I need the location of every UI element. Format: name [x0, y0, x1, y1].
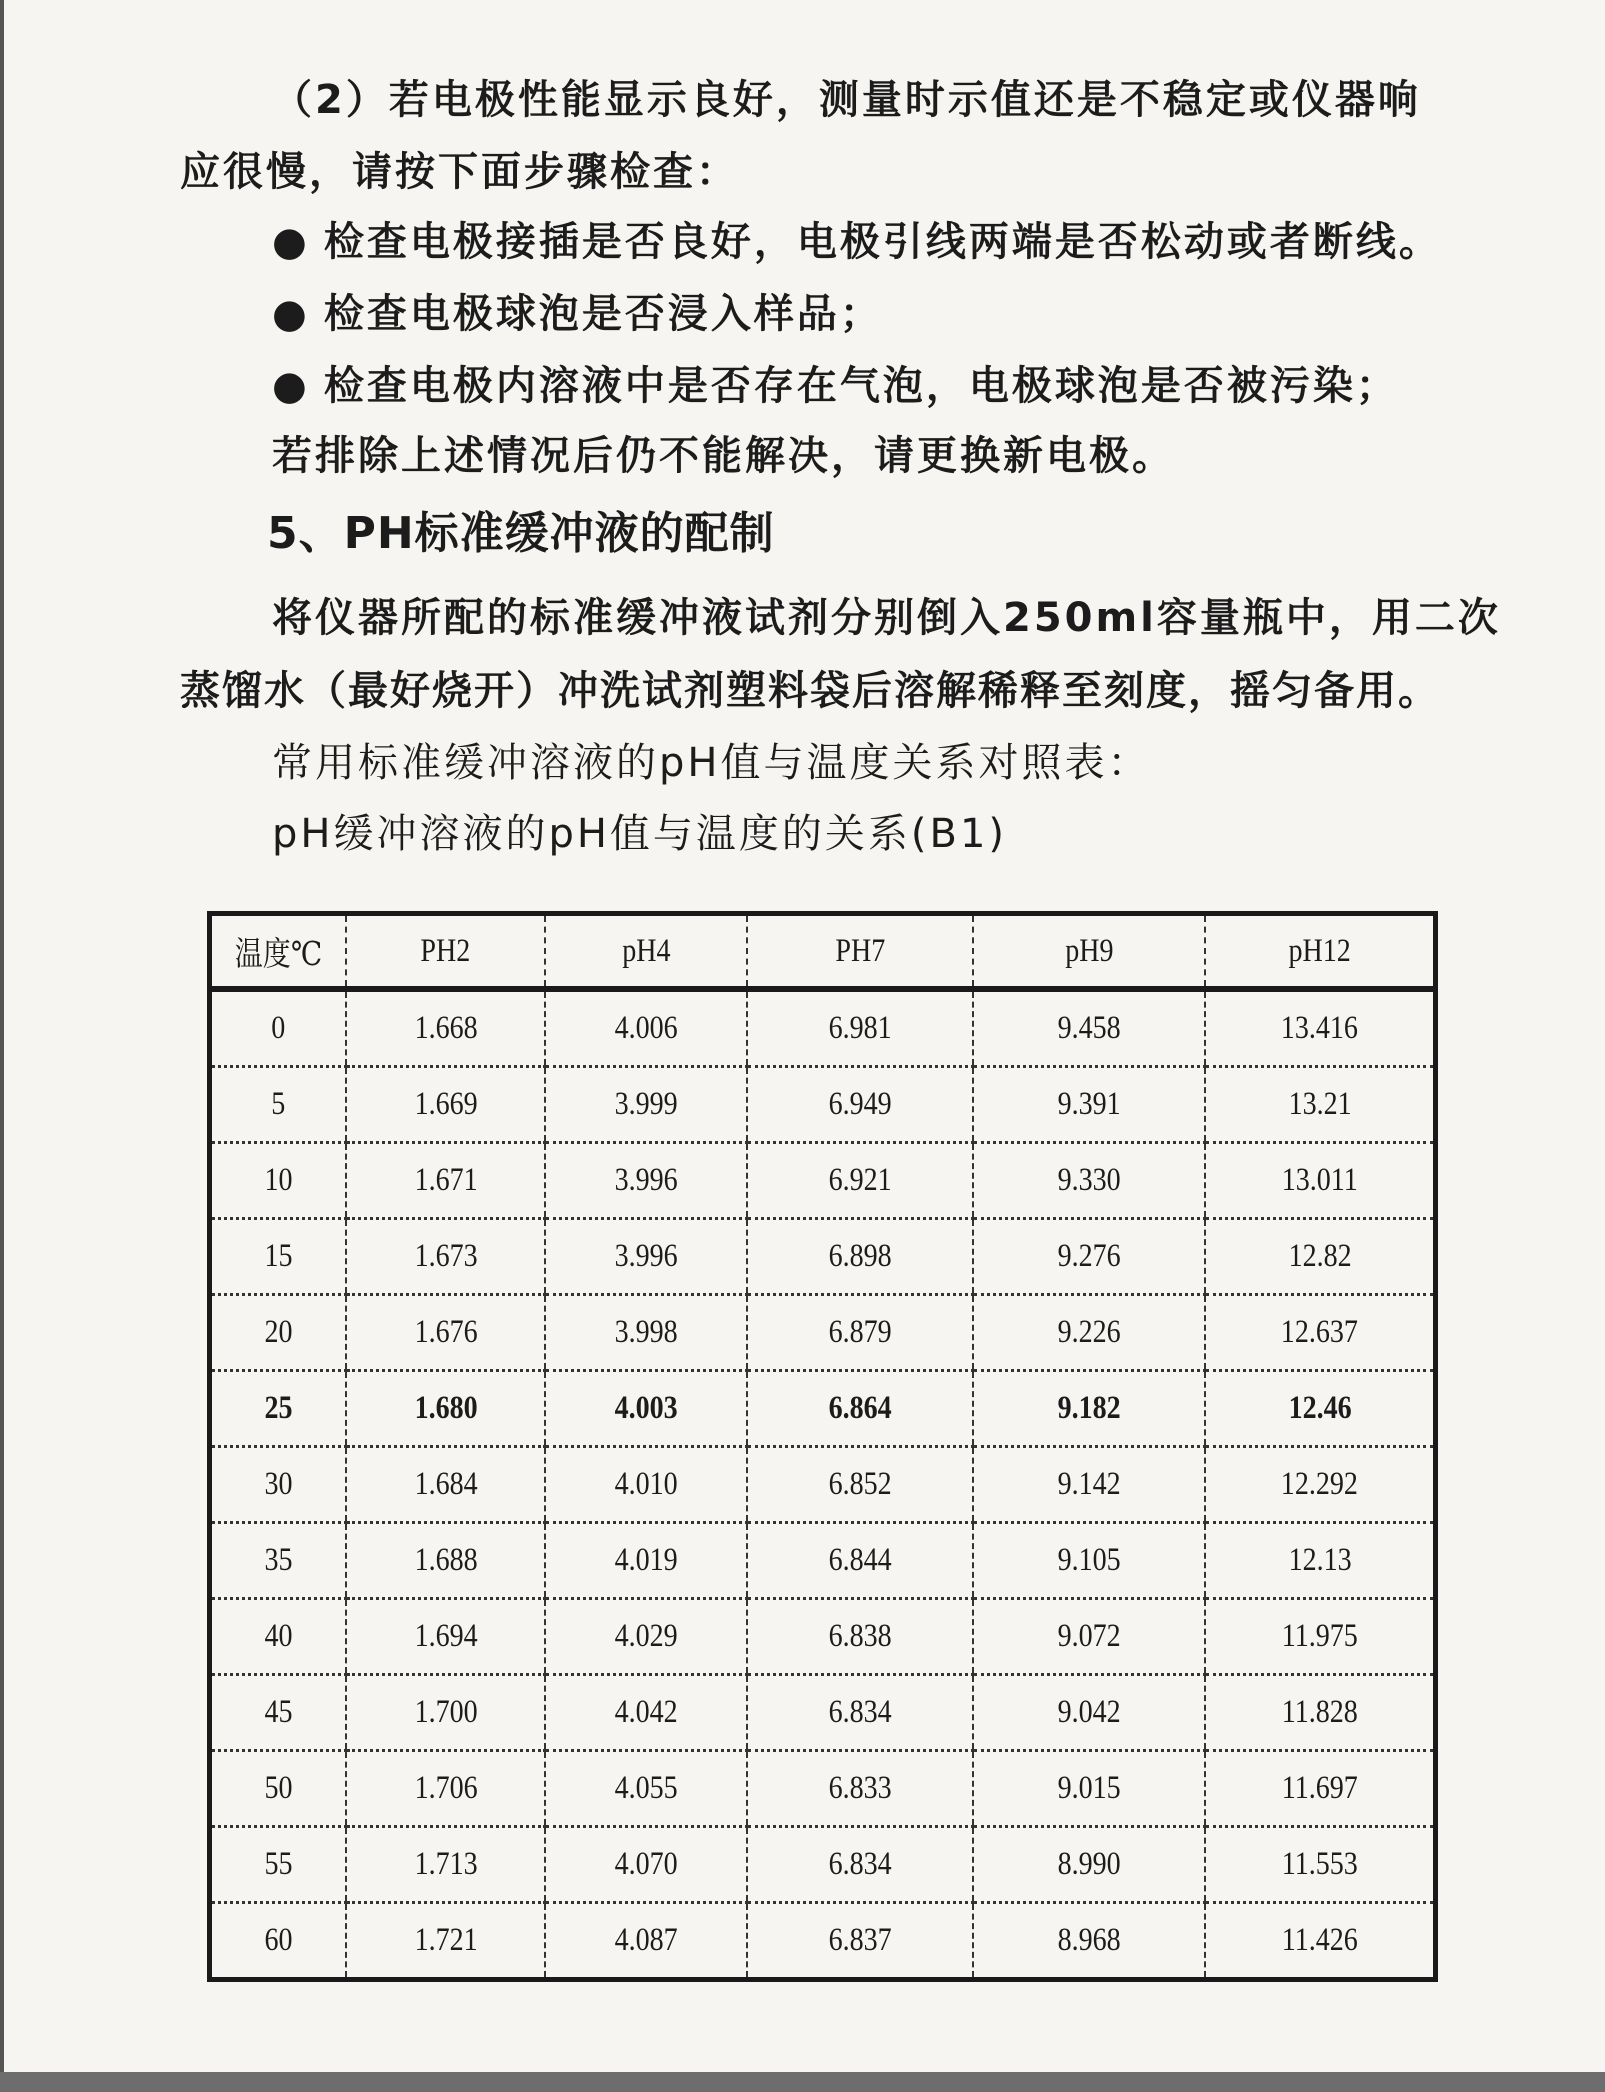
table-cell: [346, 1447, 545, 1523]
table-row: [210, 1067, 1436, 1143]
cell-value: 9.072: [1057, 1618, 1121, 1654]
cell-value: 3.999: [614, 1086, 678, 1122]
table-cell: [346, 1371, 545, 1447]
table-cell: [346, 1523, 545, 1599]
table-cell: [973, 1219, 1205, 1295]
table-cell: [747, 1599, 973, 1675]
table-cell: [973, 1827, 1205, 1903]
table-cell: [346, 1219, 545, 1295]
table-cell: [747, 1827, 973, 1903]
table-row: [210, 1447, 1436, 1523]
cell-value: 25: [264, 1390, 293, 1426]
cell-value: 1.673: [414, 1238, 478, 1274]
cell-value: 6.879: [828, 1314, 892, 1350]
column-header-label: 温度℃: [234, 936, 323, 973]
cell-value: 6.852: [828, 1466, 892, 1502]
table-cell: [747, 1295, 973, 1371]
table-cell: [346, 1827, 545, 1903]
table-cell: [346, 1143, 545, 1219]
table-cell: [1205, 1599, 1435, 1675]
table-row: [210, 1523, 1436, 1599]
table-cell: [210, 1447, 347, 1523]
table-cell: [973, 1599, 1205, 1675]
ph-temperature-table: [207, 911, 1438, 1982]
table-cell: [545, 1523, 747, 1599]
column-header: [545, 914, 747, 990]
cell-value: 1.684: [414, 1466, 478, 1502]
cell-value: 6.864: [828, 1390, 892, 1426]
table-cell: [346, 989, 545, 1067]
cell-value: 6.898: [828, 1238, 892, 1274]
table-row: [210, 1903, 1436, 1980]
table-row: [210, 1827, 1436, 1903]
cell-value: 8.968: [1057, 1922, 1121, 1958]
cell-value: 9.015: [1057, 1770, 1121, 1806]
cell-value: 40: [264, 1618, 293, 1654]
cell-value: 4.070: [614, 1846, 678, 1882]
cell-value: 13.416: [1281, 1010, 1359, 1046]
table-cell: [1205, 1219, 1435, 1295]
table-cell: [210, 1675, 347, 1751]
cell-value: 9.458: [1057, 1010, 1121, 1046]
column-header-label: pH4: [622, 932, 671, 969]
table-cell: [1205, 1295, 1435, 1371]
cell-value: 4.029: [614, 1618, 678, 1654]
cell-value: 6.921: [828, 1162, 892, 1198]
cell-value: 9.182: [1057, 1390, 1121, 1426]
table-cell: [346, 1067, 545, 1143]
table-cell: [747, 1143, 973, 1219]
page-edge-left: [0, 0, 4, 2092]
table-cell: [545, 1751, 747, 1827]
column-header-label: pH9: [1065, 932, 1114, 969]
table-cell: [1205, 1751, 1435, 1827]
cell-value: 9.276: [1057, 1238, 1121, 1274]
table-cell: [1205, 1827, 1435, 1903]
cell-value: 4.087: [614, 1922, 678, 1958]
bullet-item: ● 检查电极内溶液中是否存在气泡，电极球泡是否被污染；: [272, 366, 1399, 406]
table-cell: [973, 989, 1205, 1067]
table-cell: [545, 989, 747, 1067]
column-header: [346, 914, 545, 990]
table-row: [210, 1143, 1436, 1219]
page-edge-bottom: [0, 2072, 1605, 2092]
table-cell: [1205, 1143, 1435, 1219]
cell-value: 13.011: [1281, 1162, 1358, 1198]
table-cell: [210, 1371, 347, 1447]
table-cell: [1205, 1371, 1435, 1447]
table-cell: [210, 1219, 347, 1295]
column-header-label: PH7: [835, 932, 886, 969]
cell-value: 12.292: [1281, 1466, 1359, 1502]
cell-value: 11.697: [1281, 1770, 1358, 1806]
table-cell: [545, 1827, 747, 1903]
cell-value: 1.706: [414, 1770, 478, 1806]
cell-value: 6.837: [828, 1922, 892, 1958]
table-cell: [210, 1599, 347, 1675]
cell-value: 3.998: [614, 1314, 678, 1350]
table-cell: [1205, 1523, 1435, 1599]
cell-value: 1.676: [414, 1314, 478, 1350]
table-cell: [747, 1903, 973, 1980]
cell-value: 5: [271, 1086, 286, 1122]
cell-value: 12.82: [1288, 1238, 1352, 1274]
cell-value: 0: [271, 1010, 286, 1046]
table-cell: [346, 1903, 545, 1980]
table-cell: [210, 1295, 347, 1371]
table-cell: [1205, 1675, 1435, 1751]
table-cell: [346, 1599, 545, 1675]
section-heading: 5、PH标准缓冲液的配制: [267, 508, 775, 559]
cell-value: 12.13: [1288, 1542, 1352, 1578]
table-row: [210, 989, 1436, 1067]
cell-value: 1.700: [414, 1694, 478, 1730]
table-cell: [973, 1751, 1205, 1827]
table-cell: [747, 1751, 973, 1827]
table-cell: [210, 1751, 347, 1827]
cell-value: 6.833: [828, 1770, 892, 1806]
cell-value: 6.834: [828, 1846, 892, 1882]
table-row: [210, 1751, 1436, 1827]
cell-value: 4.055: [614, 1770, 678, 1806]
table-cell: [346, 1751, 545, 1827]
table-cell: [210, 1067, 347, 1143]
table-cell: [210, 1523, 347, 1599]
cell-value: 1.721: [414, 1922, 478, 1958]
cell-value: 1.694: [414, 1618, 478, 1654]
cell-value: 11.828: [1281, 1694, 1358, 1730]
cell-value: 9.105: [1057, 1542, 1121, 1578]
cell-value: 3.996: [614, 1238, 678, 1274]
cell-value: 11.426: [1281, 1922, 1358, 1958]
column-header: [1205, 914, 1435, 990]
paragraph-line: （2）若电极性能显示良好，测量时示值还是不稳定或仪器响: [272, 77, 1421, 123]
cell-value: 35: [264, 1542, 293, 1578]
table-cell: [210, 1143, 347, 1219]
cell-value: 60: [264, 1922, 293, 1958]
table-cell: [1205, 1447, 1435, 1523]
cell-value: 9.142: [1057, 1466, 1121, 1502]
table-caption: pH缓冲溶液的pH值与温度的关系(B1): [272, 811, 1008, 857]
cell-value: 9.226: [1057, 1314, 1121, 1350]
cell-value: 6.949: [828, 1086, 892, 1122]
cell-value: 1.668: [414, 1010, 478, 1046]
table-cell: [545, 1295, 747, 1371]
table-cell: [973, 1143, 1205, 1219]
cell-value: 1.669: [414, 1086, 478, 1122]
cell-value: 15: [264, 1238, 293, 1274]
cell-value: 10: [264, 1162, 293, 1198]
cell-value: 12.637: [1281, 1314, 1359, 1350]
intro-line: 常用标准缓冲溶液的pH值与温度关系对照表：: [272, 740, 1151, 786]
bullet-item: ● 检查电极球泡是否浸入样品；: [272, 294, 883, 334]
cell-value: 4.019: [614, 1542, 678, 1578]
table-header-row: [210, 914, 1436, 990]
cell-value: 4.010: [614, 1466, 678, 1502]
table-row: [210, 1371, 1436, 1447]
table-cell: [973, 1295, 1205, 1371]
table-cell: [747, 1675, 973, 1751]
cell-value: 11.553: [1281, 1846, 1358, 1882]
table-cell: [210, 989, 347, 1067]
table-cell: [545, 1067, 747, 1143]
table-cell: [747, 1219, 973, 1295]
table-cell: [545, 1143, 747, 1219]
paragraph-line: 将仪器所配的标准缓冲液试剂分别倒入250ml容量瓶中，用二次: [272, 595, 1501, 641]
column-header: [973, 914, 1205, 990]
column-header-label: PH2: [420, 932, 471, 969]
table-cell: [1205, 1903, 1435, 1980]
table-cell: [545, 1903, 747, 1980]
bullet-item: ● 检查电极接插是否良好，电极引线两端是否松动或者断线。: [272, 222, 1442, 262]
paragraph-line: 蒸馏水（最好烧开）冲洗试剂塑料袋后溶解稀释至刻度，摇匀备用。: [180, 668, 1440, 714]
cell-value: 4.042: [614, 1694, 678, 1730]
table-row: [210, 1675, 1436, 1751]
cell-value: 9.042: [1057, 1694, 1121, 1730]
column-header: [747, 914, 973, 990]
table-cell: [973, 1447, 1205, 1523]
table-row: [210, 1219, 1436, 1295]
cell-value: 55: [264, 1846, 293, 1882]
cell-value: 1.680: [414, 1390, 478, 1426]
cell-value: 6.838: [828, 1618, 892, 1654]
table-cell: [545, 1447, 747, 1523]
closing-line: 若排除上述情况后仍不能解决，请更换新电极。: [272, 433, 1175, 479]
cell-value: 1.688: [414, 1542, 478, 1578]
column-header: [210, 914, 347, 990]
cell-value: 30: [264, 1466, 293, 1502]
table-cell: [1205, 1067, 1435, 1143]
table-body: [210, 989, 1436, 1980]
cell-value: 45: [264, 1694, 293, 1730]
table-cell: [346, 1675, 545, 1751]
table-cell: [346, 1295, 545, 1371]
table-cell: [747, 989, 973, 1067]
cell-value: 8.990: [1057, 1846, 1121, 1882]
table-cell: [747, 1067, 973, 1143]
table-cell: [973, 1371, 1205, 1447]
table-cell: [973, 1523, 1205, 1599]
paragraph-line: 应很慢，请按下面步骤检查：: [180, 149, 739, 195]
cell-value: 11.975: [1281, 1618, 1358, 1654]
cell-value: 6.981: [828, 1010, 892, 1046]
cell-value: 20: [264, 1314, 293, 1350]
table-cell: [973, 1675, 1205, 1751]
table-cell: [545, 1219, 747, 1295]
table-cell: [210, 1827, 347, 1903]
cell-value: 1.713: [414, 1846, 478, 1882]
table-cell: [747, 1447, 973, 1523]
cell-value: 9.391: [1057, 1086, 1121, 1122]
cell-value: 6.844: [828, 1542, 892, 1578]
cell-value: 13.21: [1288, 1086, 1352, 1122]
table-row: [210, 1295, 1436, 1371]
table-cell: [545, 1675, 747, 1751]
table-row: [210, 1599, 1436, 1675]
cell-value: 6.834: [828, 1694, 892, 1730]
table-cell: [545, 1371, 747, 1447]
column-header-label: pH12: [1288, 932, 1351, 969]
table-cell: [1205, 989, 1435, 1067]
cell-value: 4.003: [614, 1390, 678, 1426]
cell-value: 4.006: [614, 1010, 678, 1046]
table-cell: [747, 1371, 973, 1447]
table-cell: [973, 1903, 1205, 1980]
cell-value: 12.46: [1288, 1390, 1352, 1426]
cell-value: 50: [264, 1770, 293, 1806]
cell-value: 3.996: [614, 1162, 678, 1198]
cell-value: 1.671: [414, 1162, 478, 1198]
table-cell: [747, 1523, 973, 1599]
table-cell: [545, 1599, 747, 1675]
table-cell: [973, 1067, 1205, 1143]
cell-value: 9.330: [1057, 1162, 1121, 1198]
table-cell: [210, 1903, 347, 1980]
